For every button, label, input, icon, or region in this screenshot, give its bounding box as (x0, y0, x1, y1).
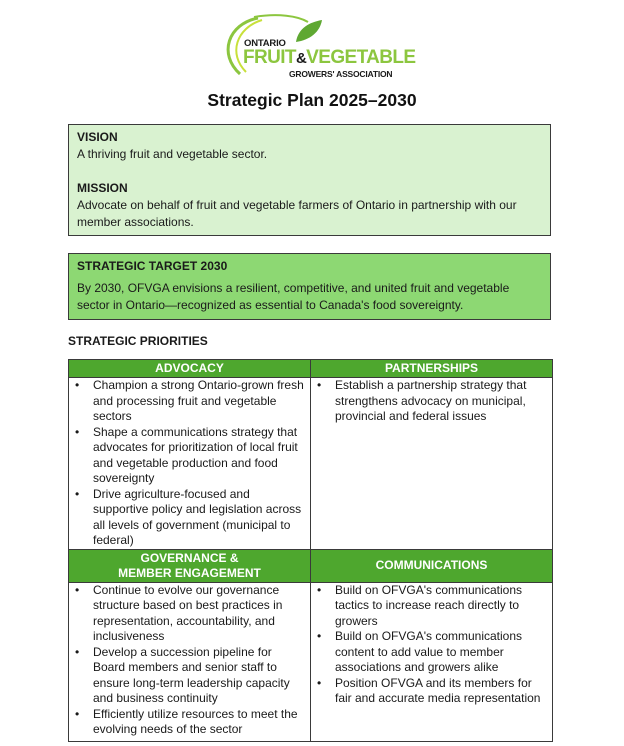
logo-fruit-vegetable: FRUIT&VEGETABLE (243, 47, 416, 68)
partnerships-cell (311, 378, 553, 550)
governance-header (69, 549, 311, 582)
list-item: • Shape a communications strategy that advocates for prioritization of local fruit and vegetable production and food sovereignty (93, 425, 306, 487)
advocacy-header: ADVOCACY (69, 360, 311, 378)
strategic-target-box (68, 253, 551, 320)
vision-heading: VISION (77, 130, 118, 144)
governance-header-line2: MEMBER ENGAGEMENT (118, 565, 261, 580)
list-item: • Efficiently utilize resources to meet the evolving needs of the sector (93, 707, 306, 738)
target-text: By 2030, OFVGA envisions a resilient, competitive, and united fruit and vegetable sector in Ontario—recognized as essential to Canada's food sovereignty. (77, 281, 510, 312)
priorities-table (68, 359, 553, 742)
governance-header-line1: GOVERNANCE & (140, 550, 239, 565)
page-title: Strategic Plan 2025–2030 (207, 90, 417, 110)
list-item: • Build on OFVGA's communications content to add value to member associations and growers alike (335, 629, 548, 676)
target-heading: STRATEGIC TARGET 2030 (77, 259, 228, 273)
list-item: • Champion a strong Ontario-grown fresh and processing fruit and vegetable sectors (93, 378, 306, 425)
list-item: • Continue to evolve our governance structure based on best practices in representation, accountability, and inclusiveness (93, 583, 306, 645)
ofvga-logo (218, 14, 416, 80)
vision-mission-box (68, 124, 551, 236)
list-item: • Establish a partnership strategy that strengthens advocacy on municipal, provincial and federal issues (335, 378, 548, 425)
governance-cell (69, 582, 311, 741)
advocacy-cell (69, 378, 311, 550)
mission-text: Advocate on behalf of fruit and vegetable farmers of Ontario in partnership with our member associations. (77, 198, 517, 229)
partnerships-header: PARTNERSHIPS (311, 360, 553, 378)
list-item: • Position OFVGA and its members for fair and accurate media representation (335, 676, 548, 707)
communications-header: COMMUNICATIONS (311, 549, 553, 582)
logo-growers-association: GROWERS' ASSOCIATION (289, 69, 393, 79)
priorities-heading: STRATEGIC PRIORITIES (68, 334, 208, 348)
vision-text: A thriving fruit and vegetable sector. (77, 147, 268, 161)
list-item: • Build on OFVGA's communications tactics to increase reach directly to growers (335, 583, 548, 630)
leaf-icon (296, 20, 322, 42)
mission-heading: MISSION (77, 181, 128, 195)
list-item: • Drive agriculture-focused and supportive policy and legislation across all levels of government (municipal to federal) (93, 487, 306, 549)
logo-ontario: ONTARIO (244, 38, 286, 49)
communications-cell (311, 582, 553, 741)
list-item: • Develop a succession pipeline for Board members and senior staff to ensure long-term leadership capacity and business continuity (93, 645, 306, 707)
